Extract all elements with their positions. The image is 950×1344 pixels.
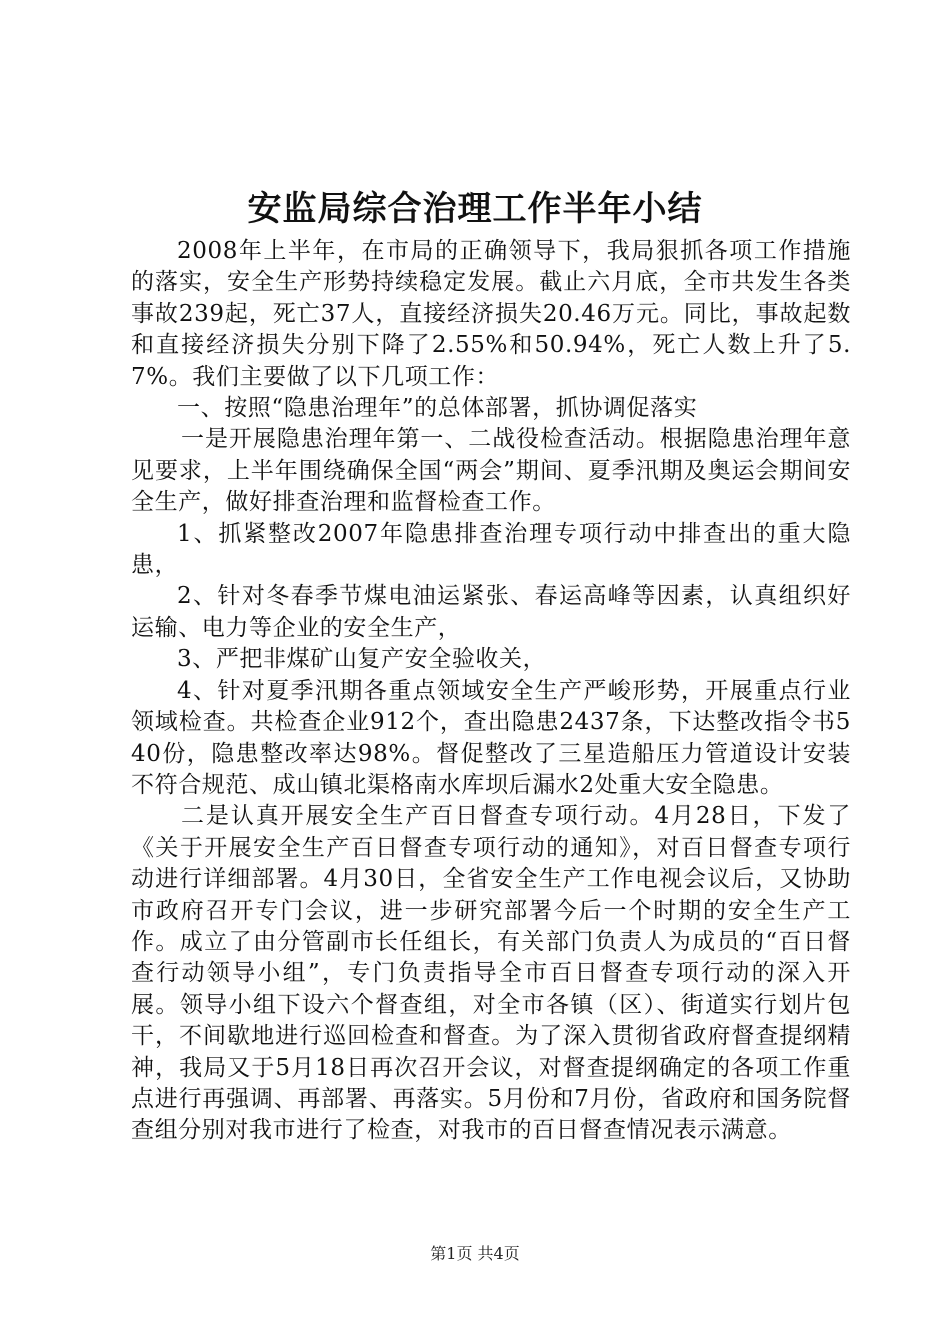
list-item-3: 3、严把非煤矿山复产安全验收关， xyxy=(177,646,547,673)
list-item-1: 1、抓紧整改2007年隐患排查治理专项行动中排查出的重大隐患， xyxy=(131,520,851,579)
list-item-4: 4、针对夏季汛期各重点领域安全生产严峻形势，开展重点行业领域检查。共检查企业912个，查出隐患2437条，下达整改指令书540份，隐患整改率达98%。督促整改了三星造船压力管道设计安装不符合规范、成山镇北渠格南水库坝后漏水2处重大安全隐患。 xyxy=(131,677,851,798)
section-heading-1: 一、按照“隐患治理年”的总体部署，抓协调促落实 xyxy=(177,395,698,422)
paragraph-item-2: 二是认真开展安全生产百日督查专项行动。4月28日，下发了《关于开展安全生产百日督查专项行动的通知》，对百日督查专项行动进行详细部署。4月30日，全省安全生产工作电视会议后，又协助市政府召开专门会议，进一步研究部署今后一个时期的安全生产工作。成立了由分管副市长任组长，有关部门负责人为成员的“百日督查行动领导小组”，专门负责指导全市百日督查专项行动的深入开展。领导小组下设六个督查组，对全市各镇（区）、街道实行划片包干，不间歇地进行巡回检查和督查。为了深入贯彻省政府督查提纲精神，我局又于5月18日再次召开会议，对督查提纲确定的各项工作重点进行再强调、再部署、再落实。5月份和7月份，省政府和国务院督查组分别对我市进行了检查，对我市的百日督查情况表示满意。 xyxy=(131,803,851,1144)
document-body xyxy=(131,236,851,1147)
page-number: 第1页 共4页 xyxy=(430,1244,520,1263)
paragraph-item-1: 一是开展隐患治理年第一、二战役检查活动。根据隐患治理年意见要求，上半年围绕确保全国“两会”期间、夏季汛期及奥运会期间安全生产，做好排查治理和监督检查工作。 xyxy=(131,426,851,516)
intro-paragraph: 2008年上半年，在市局的正确领导下，我局狠抓各项工作措施的落实，安全生产形势持续稳定发展。截止六月底，全市共发生各类事故239起，死亡37人，直接经济损失20.46万元。同比，事故起数和直接经济损失分别下降了2.55%和50.94%，死亡人数上升了5.7%。我们主要做了以下几项工作： xyxy=(131,238,851,390)
document-title: 安监局综合治理工作半年小结 xyxy=(247,189,703,229)
list-item-2: 2、针对冬春季节煤电油运紧张、春运高峰等因素，认真组织好运输、电力等企业的安全生产， xyxy=(131,583,851,641)
